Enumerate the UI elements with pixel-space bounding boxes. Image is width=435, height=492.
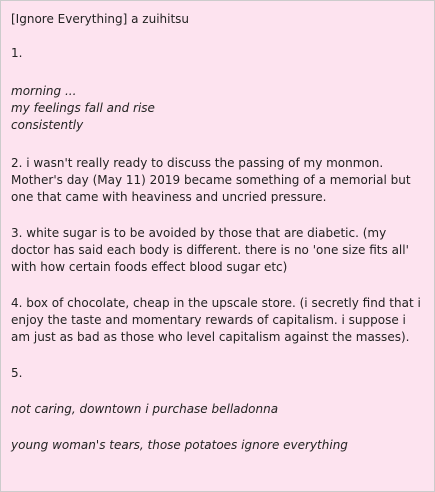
section-5-line-1: not caring, downtown i purchase belladonna [11, 402, 279, 416]
section-1-poem [11, 83, 427, 134]
section-5-line-2: young woman's tears, those potatoes ignore everything [11, 438, 348, 452]
document-title: [Ignore Everything] a zuihitsu [11, 12, 190, 26]
section-1-number: 1. [11, 46, 23, 60]
poem-line-3: consistently [11, 118, 84, 132]
document-content [11, 11, 427, 454]
section-3-paragraph: 3. white sugar is to be avoided by those that are diabetic. (my doctor has said each body is different. there is no 'one size fits all' with how certain foods effect blood sugar etc) [11, 226, 409, 274]
section-4-paragraph: 4. box of chocolate, cheap in the upscale store. (i secretly find that i enjoy the taste and momentary rewards of capitalism. i suppose i am just as bad as those who level capitalism against the masses). [11, 296, 421, 344]
section-2-paragraph: 2. i wasn't really ready to discuss the passing of my monmon. Mother's day (May 11) 2019 became something of a memorial but one that came with heaviness and uncried pressure. [11, 156, 411, 204]
poem-line-1: morning ... [11, 84, 77, 98]
poem-line-2: my feelings fall and rise [11, 101, 155, 115]
section-5-number: 5. [11, 366, 23, 380]
